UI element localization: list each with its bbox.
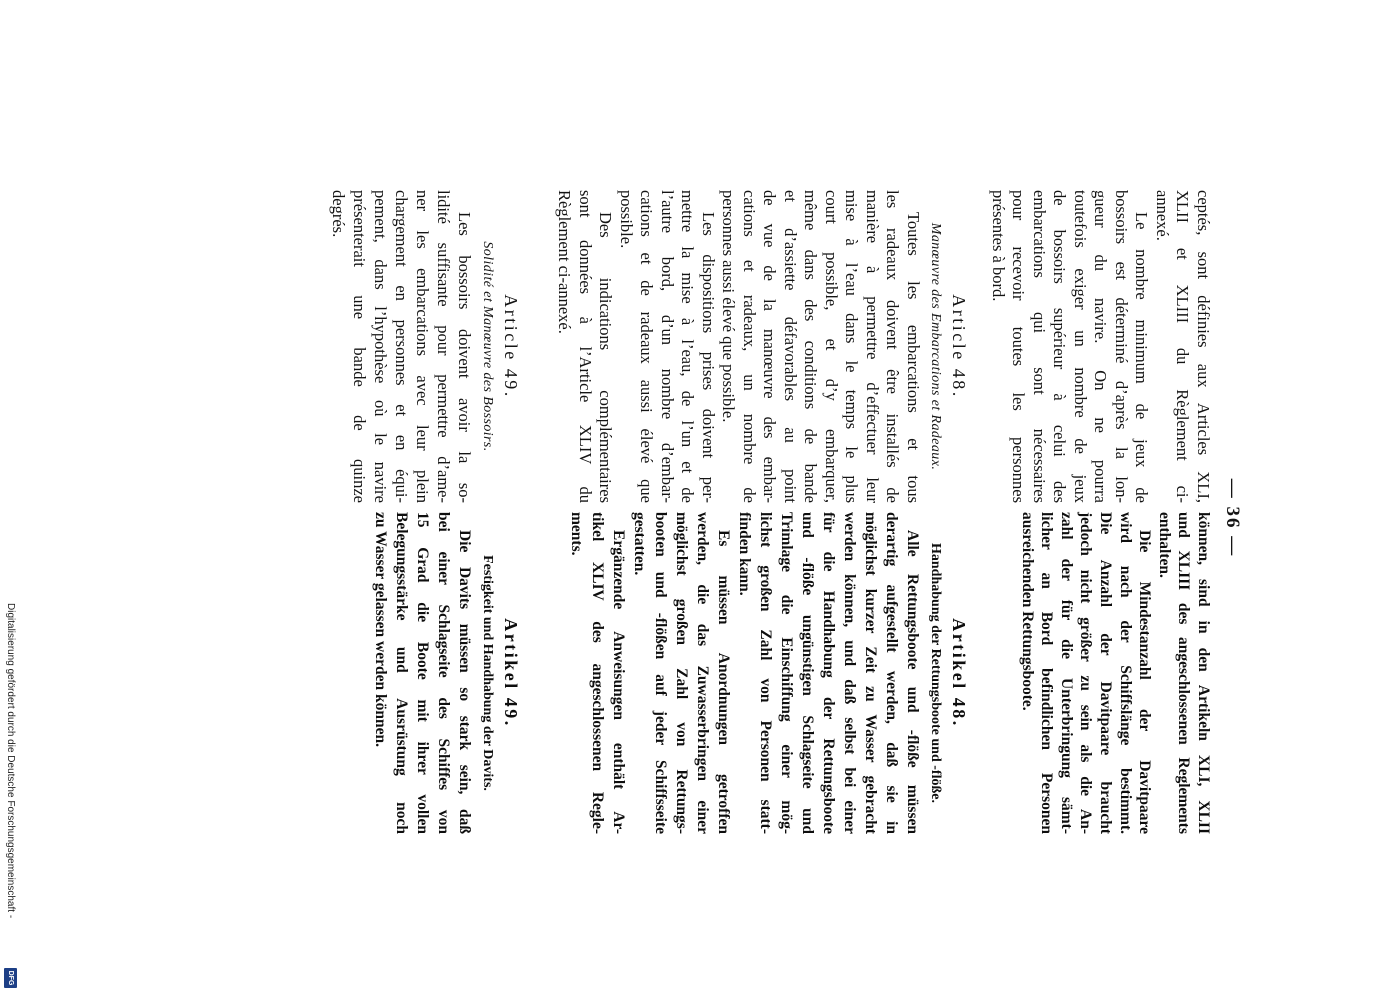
text-line: booten und -flößen auf jeder Schiffsseite	[652, 512, 669, 834]
text-line: manière à permettre d’effectuer leur	[863, 190, 882, 503]
text-line: toutefois exiger un nombre de jeux	[1071, 190, 1090, 503]
text-line: bossoirs est déterminé d’après la lon-	[1112, 190, 1131, 503]
text-line: jedoch nicht größer zu sein als die An-	[1077, 512, 1095, 834]
text-line: Es müssen Anordnungen getroffen	[715, 530, 732, 834]
paragraph	[1017, 512, 1154, 834]
text-line: présenterait une bande de quinze	[350, 190, 369, 503]
text-line: Règlement ci-annexé.	[555, 190, 575, 334]
paragraph	[566, 512, 629, 834]
text-line: présentes à bord.	[989, 190, 1008, 302]
text-line: personnes aussi élevé que possible.	[719, 190, 739, 423]
text-line: Die Mindestanzahl der Davitpaare	[1136, 530, 1154, 834]
article-49-body	[328, 190, 475, 503]
text-line: chargement en personnes et en équi-	[392, 190, 411, 503]
text-line: court possible, et d’y embarquer,	[822, 190, 841, 503]
text-line: pement, dans l’hypothèse où le navire	[371, 190, 390, 503]
text-line: licher an Bord befindlichen Personen	[1038, 512, 1056, 834]
text-line: werden, die das Zuwasserbringen einer	[694, 512, 711, 834]
paragraph	[328, 190, 475, 503]
german-column	[0, 512, 1383, 834]
text-line: werden können, und daß selbst bei einer	[841, 512, 858, 834]
text-line: 15 Grad die Boote mit ihrer vollen	[414, 512, 431, 834]
text-line: Ergänzende Anweisungen enthält Ar-	[610, 530, 627, 834]
text-line: finden kann.	[736, 512, 753, 596]
paragraph	[370, 512, 475, 834]
article-48-body	[554, 190, 923, 503]
text-line: annexé.	[1153, 190, 1172, 241]
text-line: können, sind in den Artikeln XLI, XLII	[1195, 512, 1212, 834]
paragraph	[554, 190, 616, 503]
text-line: Belegungsstärke und Ausrüstung noch	[393, 512, 410, 834]
text-line: l’autre bord, d’un nombre d’embar-	[658, 190, 677, 503]
text-line: Les dispositions prises doivent per-	[699, 212, 718, 503]
text-line: de vue de la manœuvre des embar-	[760, 190, 780, 503]
text-line: mise à l’eau dans le temps le plus	[842, 190, 862, 503]
text-line: de bossoirs supérieur à celui des	[1050, 190, 1070, 503]
text-line: possible.	[617, 190, 636, 249]
text-line: lichst großen Zahl von Personen statt-	[757, 512, 774, 834]
text-line: bei einer Schlagseite des Schiffes von	[435, 512, 452, 834]
artikel-49-subheading: Festigkeit und Handhabung der Davits.	[480, 555, 495, 791]
digitization-credit: Digitalisierung gefördert durch die Deutsche Forschungsgemeinschaft -	[5, 603, 16, 919]
text-line: tikel XLIV des angeschlossenen Regle-	[589, 512, 606, 834]
text-line: zahl der für die Unterbringung sämt-	[1057, 512, 1075, 834]
text-line: für die Handhabung der Rettungsboote	[820, 512, 837, 834]
text-line: même dans des conditions de bande	[801, 190, 821, 503]
text-line: Die Anzahl der Davitpaare braucht	[1097, 512, 1115, 834]
text-line: embarcations qui sont nécessaires	[1030, 190, 1049, 503]
text-line: Die Davits müssen so stark sein, daß	[456, 530, 473, 834]
page-number: — 36 —	[1222, 478, 1243, 558]
paragraph	[1154, 512, 1213, 834]
text-line: et d’assiette défavorables au point	[781, 190, 800, 503]
paragraph	[1152, 190, 1214, 503]
paragraph	[734, 512, 923, 834]
text-line: Alle Rettungsboote und -flöße müssen	[904, 530, 921, 834]
article-48-subheading: Manœuvre des Embarcations et Radeaux.	[928, 222, 943, 471]
text-line: zu Wasser gelassen werden können.	[372, 512, 389, 747]
artikel-48-subheading: Handhabung der Rettungsboote und -flöße.	[928, 543, 943, 803]
text-line: ments.	[568, 512, 585, 556]
artikel-49-heading: Artikel 49.	[501, 618, 521, 728]
text-line: derartig aufgestellt werden, daß sie in	[883, 512, 900, 834]
paragraph	[629, 512, 734, 834]
text-line: und XLIII des angeschlossenen Reglements	[1175, 512, 1193, 834]
text-line: Trimlage die Einschiffung einer mög-	[778, 512, 795, 834]
paragraph	[718, 190, 923, 503]
text-line: XLII et XLIII du Règlement ci-	[1173, 190, 1193, 503]
text-line: mettre la mise à l’eau, de l’un et de	[678, 190, 698, 503]
dfg-logo: DFG	[4, 968, 17, 988]
french-column	[0, 190, 1383, 503]
text-line: lidité suffisante pour permettre d’ame-	[434, 190, 453, 503]
article-49-heading: Article 49.	[501, 294, 521, 399]
text-line: les radeaux doivent être installés de	[883, 190, 903, 503]
text-line: cations et de radeaux aussi élevé que	[637, 190, 657, 503]
text-line: möglichst kurzer Zeit zu Wasser gebracht	[862, 512, 879, 834]
text-line: gueur du navire. On ne pourra	[1091, 190, 1111, 503]
text-line: sont données à l’Article XLIV du	[576, 190, 595, 503]
french-intro-text	[988, 190, 1214, 503]
text-line: Le nombre minimum de jeux de	[1132, 212, 1152, 503]
article-48-heading: Article 48.	[949, 294, 969, 399]
text-line: pour recevoir toutes les personnes	[1009, 190, 1029, 503]
text-line: ner les embarcations avec leur plein	[413, 190, 432, 503]
text-line: möglichst großen Zahl von Rettungs-	[673, 512, 690, 834]
text-line: Toutes les embarcations et tous	[904, 212, 923, 503]
text-line: Les bossoirs doivent avoir la so-	[455, 212, 474, 503]
text-line: wird nach der Schiffslänge bestimmt.	[1116, 512, 1134, 834]
text-line: Des indications complémentaires	[596, 212, 616, 503]
text-line: und -flöße ungünstigen Schlagseite und	[799, 512, 816, 834]
german-intro-text	[1017, 512, 1213, 834]
article-49-subheading: Solidité et Manœuvre des Bossoirs.	[480, 241, 495, 452]
paragraph	[616, 190, 719, 503]
text-line: degrés.	[329, 190, 348, 238]
artikel-48-heading: Artikel 48.	[949, 618, 969, 728]
text-line: cations et radeaux, un nombre de	[740, 190, 759, 503]
artikel-49-body	[370, 512, 475, 834]
text-line: enthalten.	[1155, 512, 1173, 578]
paragraph	[988, 190, 1152, 503]
artikel-48-body	[566, 512, 923, 834]
text-line: ausreichenden Rettungsboote.	[1018, 512, 1036, 711]
text-line: gestatten.	[631, 512, 648, 576]
text-line: ceptés, sont définies aux Articles XLI,	[1194, 190, 1213, 503]
